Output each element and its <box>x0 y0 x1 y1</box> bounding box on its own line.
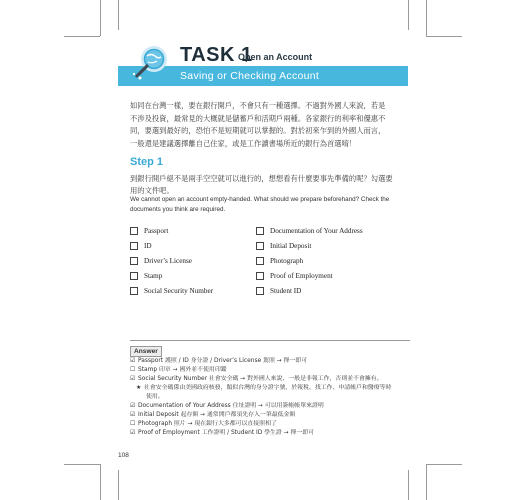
document-label: Initial Deposit <box>270 242 312 250</box>
answer-item <box>130 357 410 365</box>
step-title: Step 1 <box>130 156 164 168</box>
checkbox-icon[interactable] <box>256 227 264 235</box>
document-label: Stamp <box>144 272 163 280</box>
document-checkbox[interactable] <box>130 242 152 250</box>
crop-mark <box>118 470 119 500</box>
document-checkbox[interactable] <box>256 257 303 265</box>
crop-mark <box>64 36 100 37</box>
document-checkbox[interactable] <box>130 227 168 235</box>
crop-mark <box>408 0 409 30</box>
checkbox-icon: ☐ <box>130 421 136 427</box>
answer-item <box>130 411 410 419</box>
document-label: Social Security Number <box>144 287 214 295</box>
answer-text: Social Security Number 社會安全碼 → 對外國人來說，一般是非報工作，否則並不會擁有。 <box>138 376 383 382</box>
document-label: Photograph <box>270 257 304 265</box>
answer-note <box>146 393 426 401</box>
answer-item <box>130 366 410 374</box>
crop-mark <box>118 0 119 30</box>
checkbox-icon[interactable] <box>130 287 138 295</box>
answer-note <box>136 384 416 392</box>
answer-divider <box>130 340 410 341</box>
checked-box-icon: ☑ <box>130 412 136 418</box>
answer-text: Proof of Employment 工作證明 / Student ID 學生證 → 擇一即可 <box>138 430 315 436</box>
document-label: Student ID <box>270 287 302 295</box>
answer-text: 使用。 <box>146 394 164 400</box>
answer-text: Photograph 照片 → 現在銀行大多都可以直接照相了 <box>138 421 277 427</box>
step-question-zh: 到銀行開戶絕不是兩手空空就可以進行的，想想看有什麼要事先準備的呢？勾選要用的文件吧。 <box>130 174 393 195</box>
answer-item <box>130 429 410 437</box>
checkbox-icon: ☐ <box>130 367 136 373</box>
crop-mark <box>426 464 427 500</box>
step-question-en: We cannot open an account empty-handed. What should we prepare beforehand? Check the documents you think are required. <box>130 196 390 213</box>
crop-mark <box>408 470 409 500</box>
magnifier-globe-icon <box>130 44 172 82</box>
document-checkbox[interactable] <box>256 242 311 250</box>
answer-item <box>130 420 410 428</box>
checkbox-icon[interactable] <box>256 257 264 265</box>
answer-text: Stamp 印章 → 國外並不使用印鑑 <box>138 367 227 373</box>
crop-mark <box>100 0 101 36</box>
band-subtitle: Saving or Checking Account <box>180 70 320 82</box>
checked-box-icon: ☑ <box>130 376 136 382</box>
checkbox-icon[interactable] <box>130 257 138 265</box>
checked-box-icon: ☑ <box>130 430 136 436</box>
document-checkbox[interactable] <box>130 257 192 265</box>
document-checkbox[interactable] <box>130 272 162 280</box>
document-label: Driver’s License <box>144 257 192 265</box>
checkbox-icon[interactable] <box>256 287 264 295</box>
checked-box-icon: ☑ <box>130 358 136 364</box>
task-subtitle: Open an Account <box>238 52 313 62</box>
checkbox-icon[interactable] <box>130 242 138 250</box>
checkbox-icon[interactable] <box>130 227 138 235</box>
star-bullet-icon: ★ <box>136 385 142 391</box>
checked-box-icon: ☑ <box>130 403 136 409</box>
document-label: Documentation of Your Address <box>270 227 363 235</box>
crop-mark <box>426 36 462 37</box>
document-checkbox[interactable] <box>256 227 363 235</box>
task-title: TASK 1 <box>180 44 253 66</box>
page-number: 108 <box>118 452 129 459</box>
document-checkbox[interactable] <box>256 272 333 280</box>
answer-label: Answer <box>130 346 162 357</box>
answer-text: Documentation of Your Address 住址證明 → 可以用簽帳帳單來證明 <box>138 403 324 409</box>
document-label: Passport <box>144 227 169 235</box>
checkbox-icon[interactable] <box>256 272 264 280</box>
crop-mark <box>100 464 101 500</box>
checkbox-icon[interactable] <box>256 242 264 250</box>
checkbox-icon[interactable] <box>130 272 138 280</box>
answer-text: Passport 護照 / ID 身分證 / Driver’s License 駕照 → 擇一即可 <box>138 358 308 364</box>
crop-mark <box>426 464 462 465</box>
intro-paragraph: 如同在台灣一樣，要在銀行開戶，不會只有一種選擇。不過對外國人來說，若是不涉及投資，最常見的大概就是儲蓄戶和活期戶兩種。各家銀行的利率和優惠不同，要選到最好的，恐怕不是短期就可以掌握的。對於初來乍到的外國人而言，一般還是建議選擇離自己住家，或是工作讀書場所近的銀行為首選唷！ <box>130 101 386 148</box>
crop-mark <box>64 464 100 465</box>
crop-mark <box>426 0 427 36</box>
answer-item <box>130 375 410 383</box>
answer-item <box>130 402 410 410</box>
document-label: Proof of Employment <box>270 272 333 280</box>
answer-text: 社會安全碼係由美國政府核發，類似台灣的身分證字號，於報稅、找工作、申請帳戶和醫療等時 <box>144 385 392 391</box>
document-label: ID <box>144 242 152 250</box>
document-checkbox[interactable] <box>130 287 213 295</box>
answer-text: Initial Deposit 起存額 → 通常開戶都須先存入一筆最低金額 <box>138 412 296 418</box>
document-checkbox[interactable] <box>256 287 301 295</box>
